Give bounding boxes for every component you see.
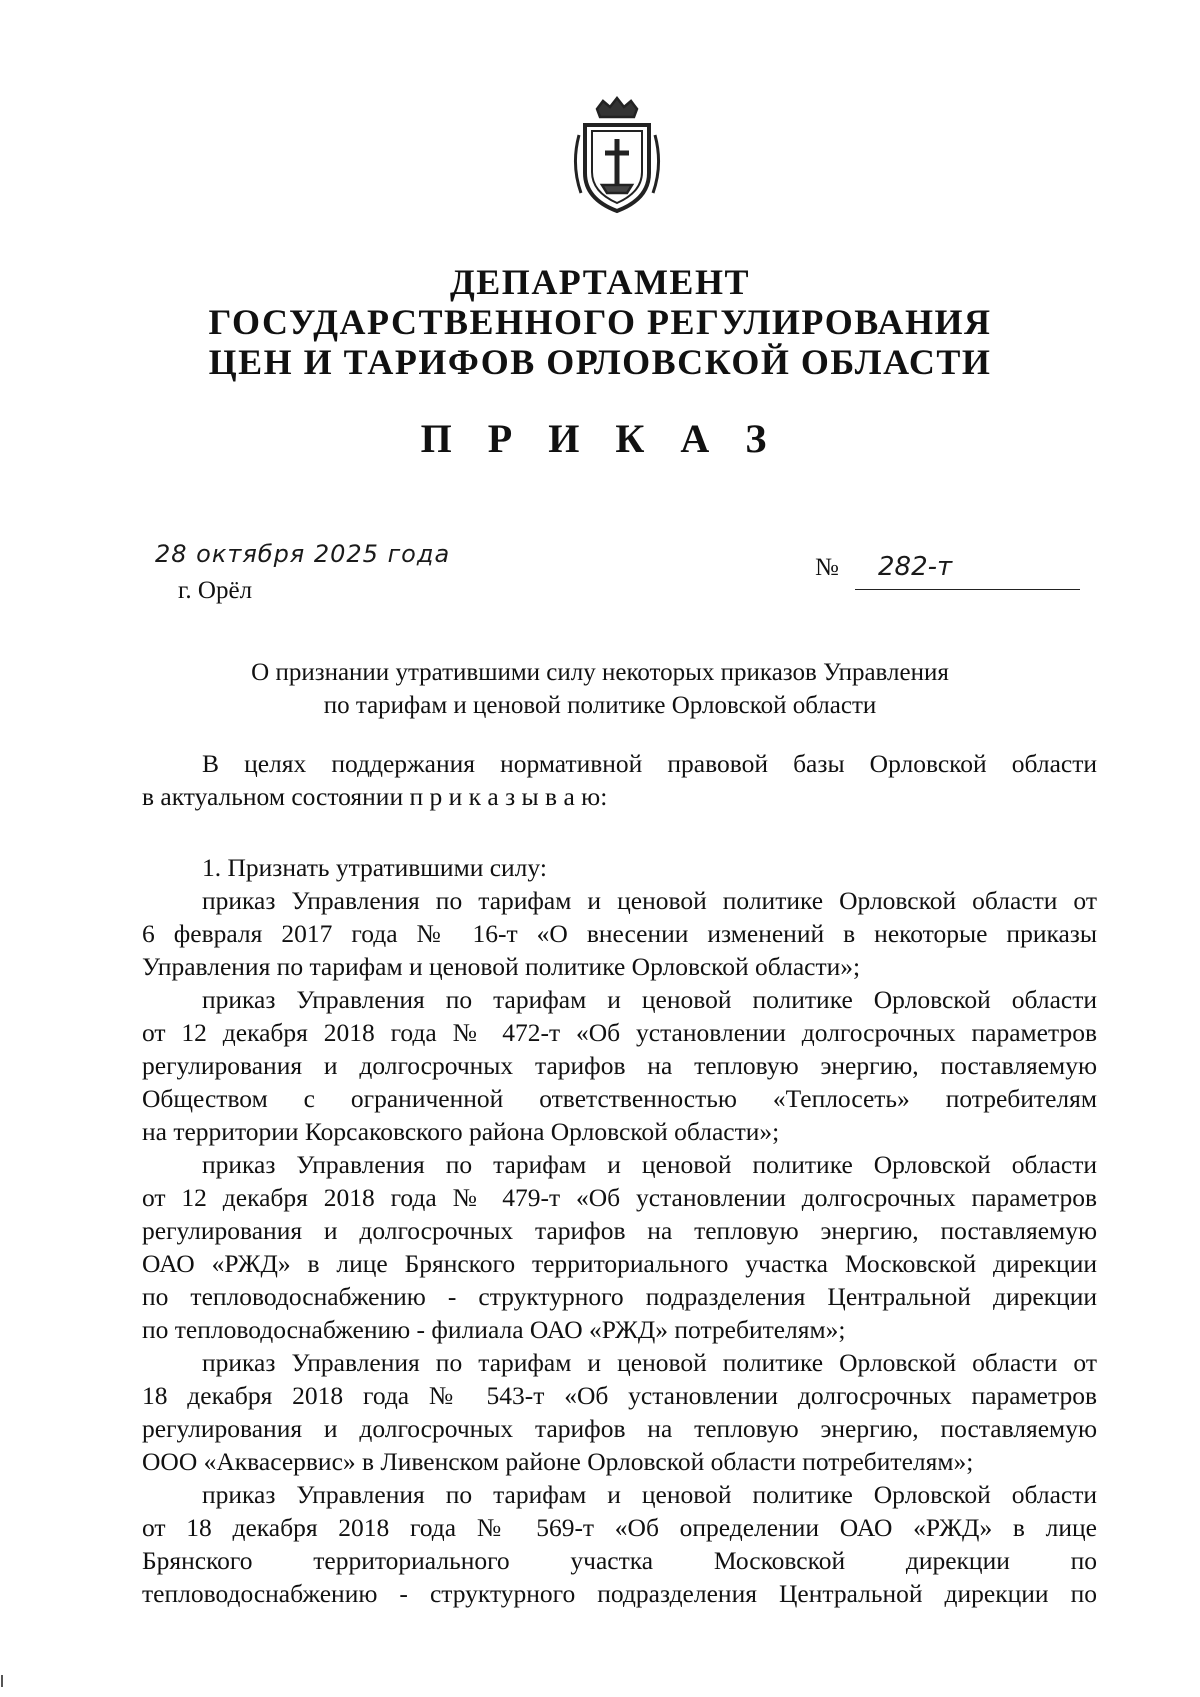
body-line: приказ Управления по тарифам и ценовой политике Орловской области [202, 985, 1097, 1014]
order-subject [0, 656, 1200, 722]
header-line: ДЕПАРТАМЕНТ [450, 262, 750, 302]
body-line: приказ Управления по тарифам и ценовой политике Орловской области от [202, 886, 1097, 915]
body-line: в актуальном состоянии п р и к а з ы в а ю: [142, 782, 608, 811]
header-line: ЦЕН И ТАРИФОВ ОРЛОВСКОЙ ОБЛАСТИ [208, 342, 992, 382]
body-line: В целях поддержания нормативной правовой базы Орловской области [202, 749, 1097, 778]
department-header [0, 262, 1200, 382]
handwritten-date: 28 октября 2025 года [155, 540, 451, 568]
number-label: № [815, 554, 839, 581]
body-line: регулирования и долгосрочных тарифов на тепловую энергию, поставляемую [142, 1414, 1097, 1443]
body-line: ООО «Аквасервис» в Ливенском районе Орловской области потребителям»; [142, 1447, 974, 1476]
body-line: 18 декабря 2018 года № 543-т «Об установлении долгосрочных параметров [142, 1381, 1097, 1410]
body-line: на территории Корсаковского района Орловской области»; [142, 1117, 780, 1146]
body-line: по тепловодоснабжению - филиала ОАО «РЖД» потребителям»; [142, 1315, 846, 1344]
point-heading: 1. Признать утратившими силу: [202, 853, 547, 882]
subject-line: О признании утратившими силу некоторых приказов Управления [251, 659, 949, 686]
handwritten-order-number: 282-т [878, 552, 953, 582]
body-line: Управления по тарифам и ценовой политике Орловской области»; [142, 952, 861, 981]
body-line: по тепловодоснабжению - структурного подразделения Центральной дирекции [142, 1282, 1097, 1311]
body-line: приказ Управления по тарифам и ценовой политике Орловской области [202, 1150, 1097, 1179]
coat-of-arms-emblem [567, 95, 667, 215]
body-line: Обществом с ограниченной ответственностью «Теплосеть» потребителям [142, 1084, 1097, 1113]
body-line: регулирования и долгосрочных тарифов на тепловую энергию, поставляемую [142, 1216, 1097, 1245]
scan-artifact [1, 1675, 3, 1687]
body-line: от 18 декабря 2018 года № 569-т «Об определении ОАО «РЖД» в лице [142, 1513, 1097, 1542]
body-line: от 12 декабря 2018 года № 479-т «Об установлении долгосрочных параметров [142, 1183, 1097, 1212]
body-line: регулирования и долгосрочных тарифов на тепловую энергию, поставляемую [142, 1051, 1097, 1080]
body-line: приказ Управления по тарифам и ценовой политике Орловской области [202, 1480, 1097, 1509]
body-line: ОАО «РЖД» в лице Брянского территориального участка Московской дирекции [142, 1249, 1097, 1278]
document-type-title: П Р И К А З [420, 416, 780, 461]
subject-line: по тарифам и ценовой политике Орловской области [323, 692, 877, 719]
document-body [142, 747, 1097, 1610]
body-line: приказ Управления по тарифам и ценовой политике Орловской области от [202, 1348, 1097, 1377]
header-line: ГОСУДАРСТВЕННОГО РЕГУЛИРОВАНИЯ [208, 302, 992, 342]
body-line: Брянского территориального участка Московской дирекции по [142, 1546, 1097, 1575]
body-line: от 12 декабря 2018 года № 472-т «Об установлении долгосрочных параметров [142, 1018, 1097, 1047]
number-underline [855, 589, 1080, 590]
body-line: 6 февраля 2017 года № 16-т «О внесении изменений в некоторые приказы [142, 919, 1097, 948]
city-label: г. Орёл [178, 577, 253, 604]
body-line: тепловодоснабжению - структурного подразделения Центральной дирекции по [142, 1579, 1097, 1608]
